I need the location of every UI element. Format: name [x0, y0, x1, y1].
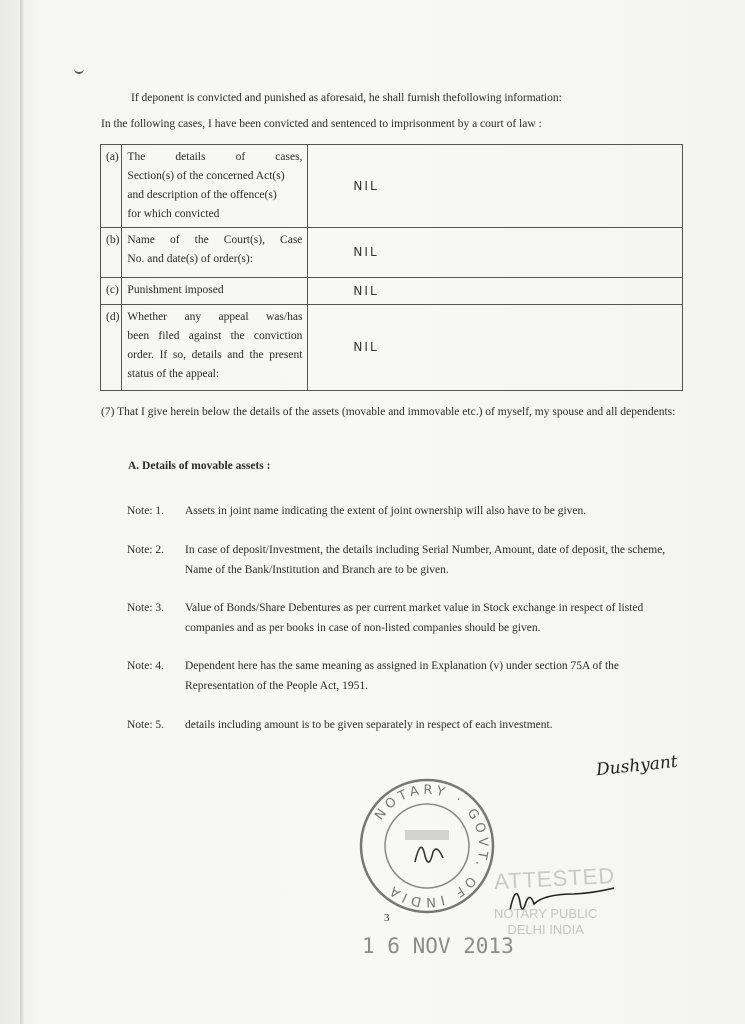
desc-line: The details of cases,	[127, 151, 303, 163]
note-1	[127, 501, 687, 521]
row-label: (a)	[101, 145, 122, 228]
table-row	[101, 228, 683, 278]
row-description	[122, 305, 308, 391]
notary-line-2: DELHI INDIA	[507, 922, 584, 937]
handwritten-answer: NIL	[308, 305, 683, 391]
attested-stamp-text: ATTESTED	[493, 862, 616, 895]
desc-line: status of the appeal:	[127, 368, 220, 380]
notary-seal-stamp	[357, 776, 497, 916]
handwritten-answer: NIL	[308, 228, 683, 278]
row-label: (c)	[101, 278, 122, 305]
notary-line-1: NOTARY PUBLIC	[494, 906, 598, 921]
row-label: (b)	[101, 228, 122, 278]
row-label: (d)	[101, 305, 122, 391]
handwritten-signature: Dushyant	[595, 751, 679, 781]
row-description	[122, 145, 308, 228]
desc-line: for which convicted	[127, 208, 220, 220]
note-label: Note: 5.	[127, 719, 165, 731]
desc-line: Whether any appeal was/has	[127, 311, 303, 323]
intro-line-2: In the following cases, I have been convicted and sentenced to imprisonment by a court of law :	[101, 118, 542, 130]
note-text: details including amount is to be given separately in respect of each investment.	[185, 719, 553, 731]
desc-line: Punishment imposed	[127, 284, 224, 296]
note-4	[127, 656, 687, 696]
note-label: Note: 3.	[127, 602, 165, 614]
row-description	[122, 228, 308, 278]
note-text: In case of deposit/Investment, the details including Serial Number, Amount, date of deposit, the scheme, Name of the Bank/Institution and Branch are to be given.	[185, 544, 666, 576]
note-text: Dependent here has the same meaning as assigned in Explanation (v) under section 75A of the Representation of the People Act, 1951.	[185, 660, 619, 692]
table-row	[101, 278, 683, 305]
desc-line: and description of the offence(s)	[127, 189, 277, 201]
table-row	[101, 145, 683, 228]
desc-line: been filed against the conviction	[127, 330, 303, 342]
note-2	[127, 540, 687, 580]
section-a-heading: A. Details of movable assets :	[128, 460, 271, 472]
date-stamp: 1 6 NOV 2013	[362, 934, 514, 958]
desc-line: Section(s) of the concerned Act(s)	[127, 170, 285, 182]
note-label: Note: 4.	[127, 660, 165, 672]
punch-mark	[74, 66, 84, 74]
desc-line: order. If so, details and the present	[127, 349, 303, 361]
note-5	[127, 715, 687, 735]
table-row	[101, 305, 683, 391]
intro-line-1: If deponent is convicted and punished as aforesaid, he shall furnish thefollowing information:	[131, 92, 562, 104]
desc-line: Name of the Court(s), Case	[127, 234, 303, 246]
paragraph-7: (7) That I give herein below the details of the assets (movable and immovable etc.) of myself, my spouse and all dependents:	[101, 406, 676, 418]
note-text: Assets in joint name indicating the extent of joint ownership will also have to be given.	[185, 505, 587, 517]
note-label: Note: 1.	[127, 505, 165, 517]
note-3	[127, 598, 687, 638]
handwritten-answer: NIL	[308, 278, 683, 305]
row-description	[122, 278, 308, 305]
conviction-table	[100, 144, 683, 391]
note-label: Note: 2.	[127, 544, 165, 556]
page-number: 3	[384, 912, 390, 924]
page-fold-shadow	[20, 0, 24, 1024]
note-text: Value of Bonds/Share Debentures as per current market value in Stock exchange in respect of listed companies and as per books in case of non-listed companies should be given.	[185, 602, 644, 634]
stamp-ring-text: NOTARY · GOVT. OF INDIA	[372, 782, 491, 910]
handwritten-answer: NIL	[308, 145, 683, 228]
desc-line: No. and date(s) of order(s):	[127, 253, 253, 265]
